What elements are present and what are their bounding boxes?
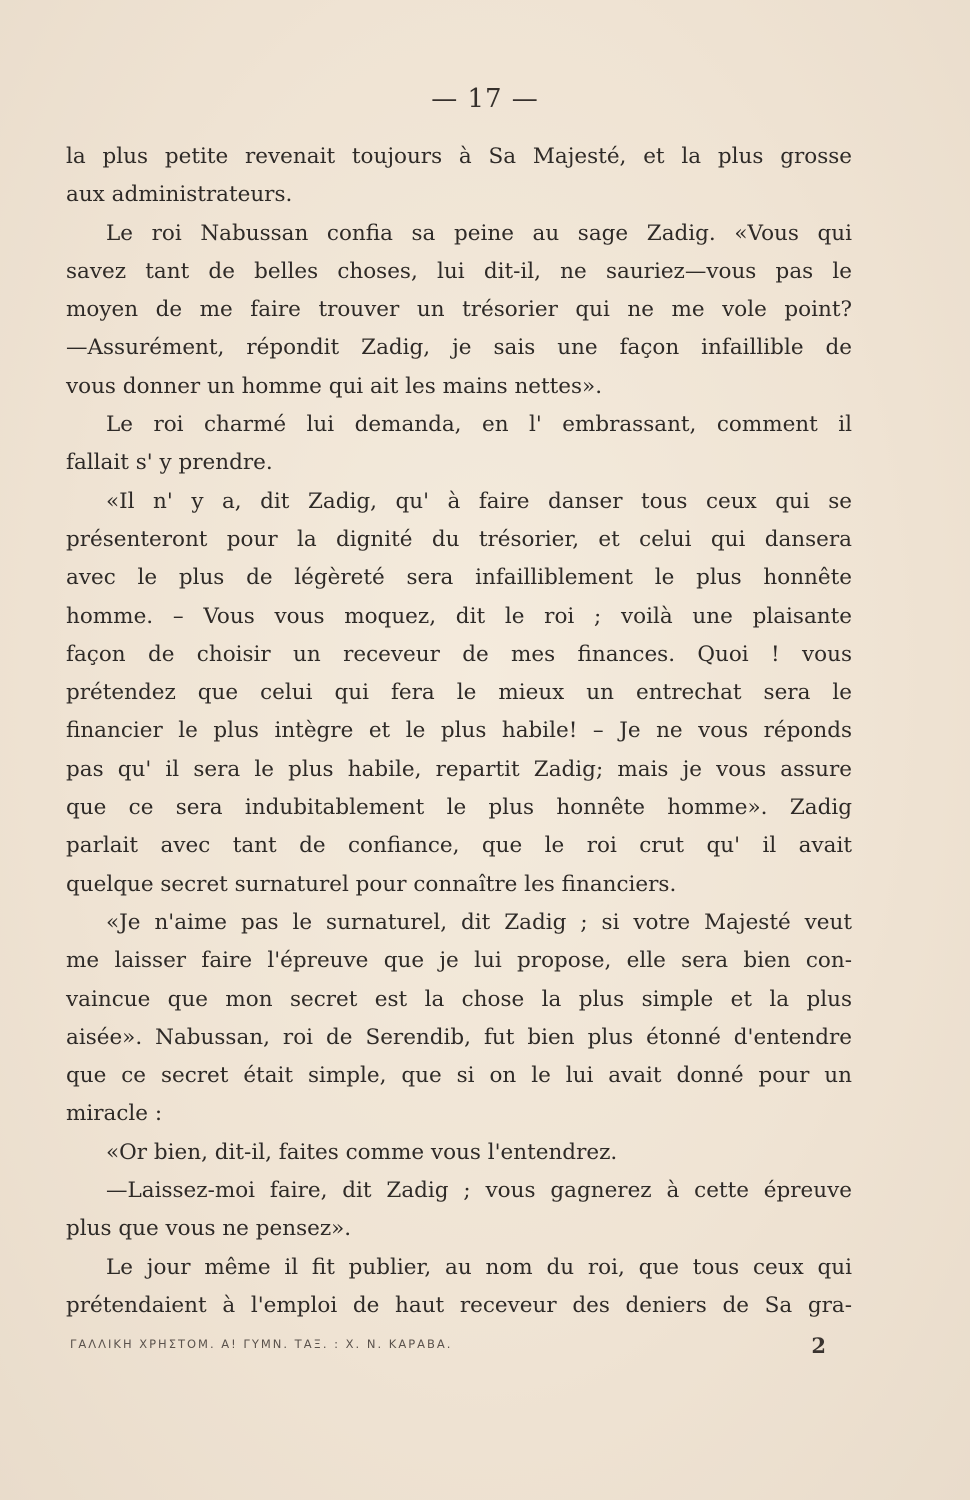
text-line: homme. – Vous vous moquez, dit le roi ; voilà une plaisante — [66, 603, 852, 629]
text-line: —Laissez-moi faire, dit Zadig ; vous gagnerez à cette épreuve — [106, 1178, 852, 1204]
text-line: Le jour même il fit publier, au nom du roi, que tous ceux qui — [106, 1254, 852, 1280]
text-line: Le roi charmé lui demanda, en l' embrassant, comment il — [106, 412, 852, 438]
text-line: la plus petite revenait toujours à Sa Majesté, et la plus grosse — [66, 144, 852, 169]
text-line: vous donner un homme qui ait les mains nettes». — [66, 373, 603, 399]
page-footer — [70, 1333, 826, 1359]
text-line: —Assurément, répondit Zadig, je sais une façon infaillible de — [66, 335, 852, 361]
text-line: miracle : — [66, 1101, 163, 1127]
text-line: prétendez que celui qui fera le mieux un entrechat sera le — [66, 680, 852, 706]
text-line: présenteront pour la dignité du trésorier, et celui qui dansera — [66, 526, 852, 552]
text-line: avec le plus de légèreté sera infailliblement le plus honnête — [66, 565, 852, 591]
text-line: pas qu' il sera le plus habile, repartit Zadig; mais je vous assure — [66, 756, 852, 782]
text-line: prétendaient à l'emploi de haut receveur des deniers de Sa gra- — [66, 1292, 852, 1318]
text-line: moyen de me faire trouver un trésorier qui ne me vole point? — [66, 297, 852, 323]
text-line: plus que vous ne pensez». — [66, 1216, 352, 1242]
text-line: parlait avec tant de confiance, que le roi crut qu' il avait — [66, 833, 852, 859]
text-line: que ce sera indubitablement le plus honnête homme». Zadig — [66, 795, 852, 821]
text-line: vaincue que mon secret est la chose la plus simple et la plus — [66, 986, 852, 1012]
text-line: savez tant de belles choses, lui dit-il, ne sauriez—vous pas le — [66, 258, 852, 284]
text-line: aux administrateurs. — [66, 182, 293, 208]
text-line: aisée». Nabussan, roi de Serendib, fut bien plus étonné d'entendre — [66, 1024, 852, 1050]
text-line: fallait s' y prendre. — [66, 450, 273, 476]
text-line: financier le plus intègre et le plus habile! – Je ne vous réponds — [66, 718, 852, 744]
text-line: «Je n'aime pas le surnaturel, dit Zadig ; si votre Majesté veut — [106, 909, 852, 935]
body-text — [66, 138, 852, 1325]
text-line: Le roi Nabussan confia sa peine au sage Zadig. «Vous qui — [106, 220, 852, 246]
page-number: — 17 — — [431, 84, 539, 114]
text-line: «Il n' y a, dit Zadig, qu' à faire danser tous ceux qui se — [106, 488, 852, 514]
text-line: «Or bien, dit-il, faites comme vous l'entendrez. — [106, 1139, 618, 1165]
text-line: me laisser faire l'épreuve que je lui propose, elle sera bien con- — [66, 948, 852, 974]
text-line: que ce secret était simple, que si on le lui avait donné pour un — [66, 1063, 852, 1089]
text-line: quelque secret surnaturel pour connaître les financiers. — [66, 871, 677, 897]
text-line: façon de choisir un receveur de mes finances. Quoi ! vous — [66, 641, 852, 667]
signature-number: 2 — [811, 1333, 826, 1358]
footer-signature: ΓΑΛΛΙΚΗ ΧΡΗΣΤΟΜ. Α! ΓΥΜΝ. ΤΑΞ. : Χ. Ν. ΚΑΡΑΒΑ. — [70, 1337, 453, 1351]
